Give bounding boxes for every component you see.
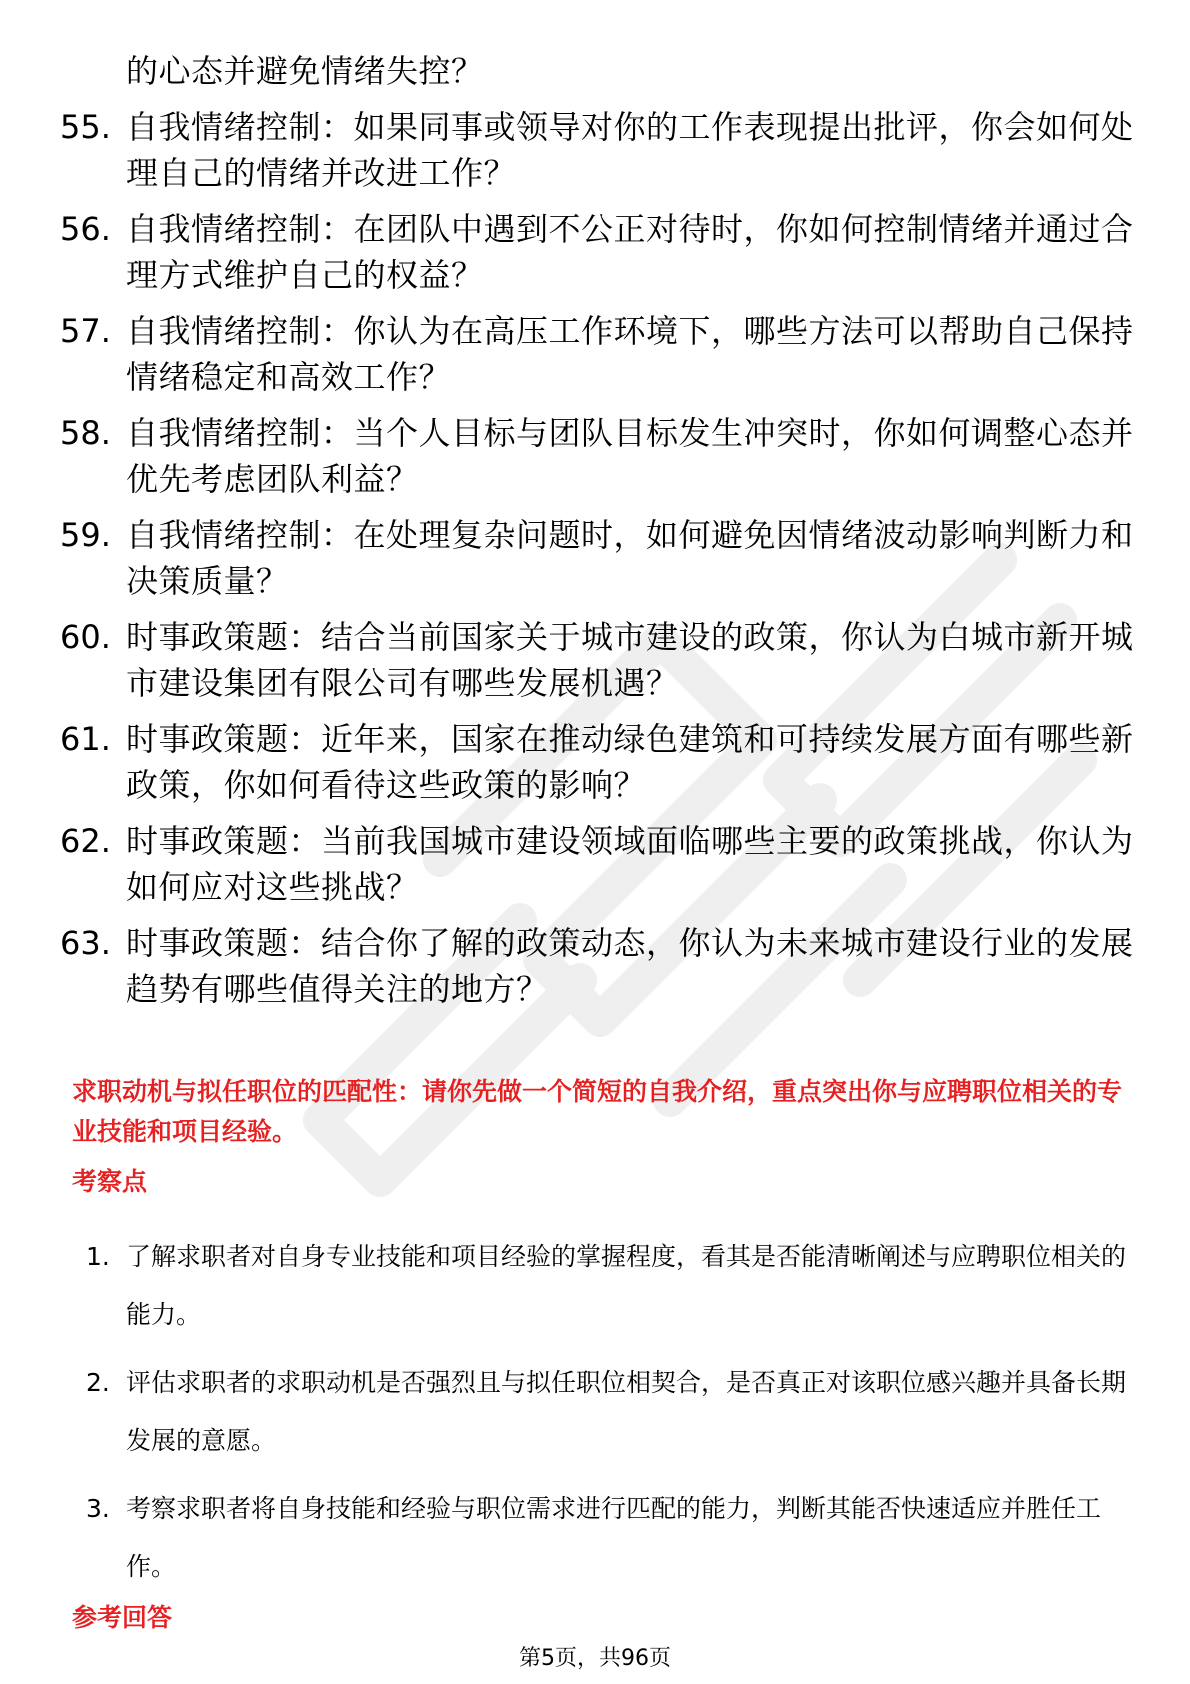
list-item	[60, 512, 1140, 604]
question-text: 自我情绪控制：在处理复杂问题时，如何避免因情绪波动影响判断力和决策质量？	[126, 516, 1134, 600]
list-item	[60, 308, 1140, 400]
continued-question-text: 的心态并避免情绪失控？	[126, 52, 484, 90]
question-text: 时事政策题：结合你了解的政策动态，你认为未来城市建设行业的发展趋势有哪些值得关注的地方？	[126, 924, 1134, 1008]
question-number: 58.	[60, 414, 111, 452]
point-number: 3.	[86, 1494, 110, 1523]
list-item	[86, 1354, 1126, 1470]
question-text: 自我情绪控制：如果同事或领导对你的工作表现提出批评，你会如何处理自己的情绪并改进工作？	[126, 108, 1134, 192]
question-number: 56.	[60, 210, 111, 248]
reference-answer-heading: 参考回答	[72, 1603, 173, 1632]
point-text: 评估求职者的求职动机是否强烈且与拟任职位相契合，是否真正对该职位感兴趣并具备长期发展的意愿。	[126, 1368, 1127, 1455]
question-number: 55.	[60, 108, 111, 146]
list-item	[60, 206, 1140, 298]
list-item	[60, 818, 1140, 910]
list-item	[60, 716, 1140, 808]
point-number: 2.	[86, 1368, 110, 1397]
point-text: 了解求职者对自身专业技能和项目经验的掌握程度，看其是否能清晰阐述与应聘职位相关的能力。	[126, 1242, 1127, 1329]
section-heading: 求职动机与拟任职位的匹配性：请你先做一个简短的自我介绍，重点突出你与应聘职位相关的专业技能和项目经验。	[72, 1077, 1123, 1146]
question-number: 62.	[60, 822, 111, 860]
question-number: 63.	[60, 924, 111, 962]
question-text: 自我情绪控制：当个人目标与团队目标发生冲突时，你如何调整心态并优先考虑团队利益？	[126, 414, 1134, 498]
list-item	[60, 410, 1140, 502]
question-text: 时事政策题：近年来，国家在推动绿色建筑和可持续发展方面有哪些新政策，你如何看待这些政策的影响？	[126, 720, 1134, 804]
list-item	[86, 1480, 1126, 1596]
question-text: 自我情绪控制：你认为在高压工作环境下，哪些方法可以帮助自己保持情绪稳定和高效工作？	[126, 312, 1134, 396]
assessment-points-list	[86, 1228, 1126, 1606]
question-number: 59.	[60, 516, 111, 554]
question-number: 61.	[60, 720, 111, 758]
question-text: 时事政策题：结合当前国家关于城市建设的政策，你认为白城市新开城市建设集团有限公司有哪些发展机遇？	[126, 618, 1134, 702]
list-item	[60, 104, 1140, 196]
point-number: 1.	[86, 1242, 110, 1271]
question-number: 60.	[60, 618, 111, 656]
page-footer: 第5页，共96页	[519, 1646, 671, 1671]
assessment-points-heading: 考察点	[72, 1167, 148, 1196]
list-item	[60, 920, 1140, 1012]
question-list	[60, 48, 1140, 1012]
question-text: 自我情绪控制：在团队中遇到不公正对待时，你如何控制情绪并通过合理方式维护自己的权益？	[126, 210, 1134, 294]
question-text: 时事政策题：当前我国城市建设领域面临哪些主要的政策挑战，你认为如何应对这些挑战？	[126, 822, 1134, 906]
point-text: 考察求职者将自身技能和经验与职位需求进行匹配的能力，判断其能否快速适应并胜任工作。	[126, 1494, 1102, 1581]
question-number: 57.	[60, 312, 111, 350]
list-item	[60, 614, 1140, 706]
list-item	[86, 1228, 1126, 1344]
